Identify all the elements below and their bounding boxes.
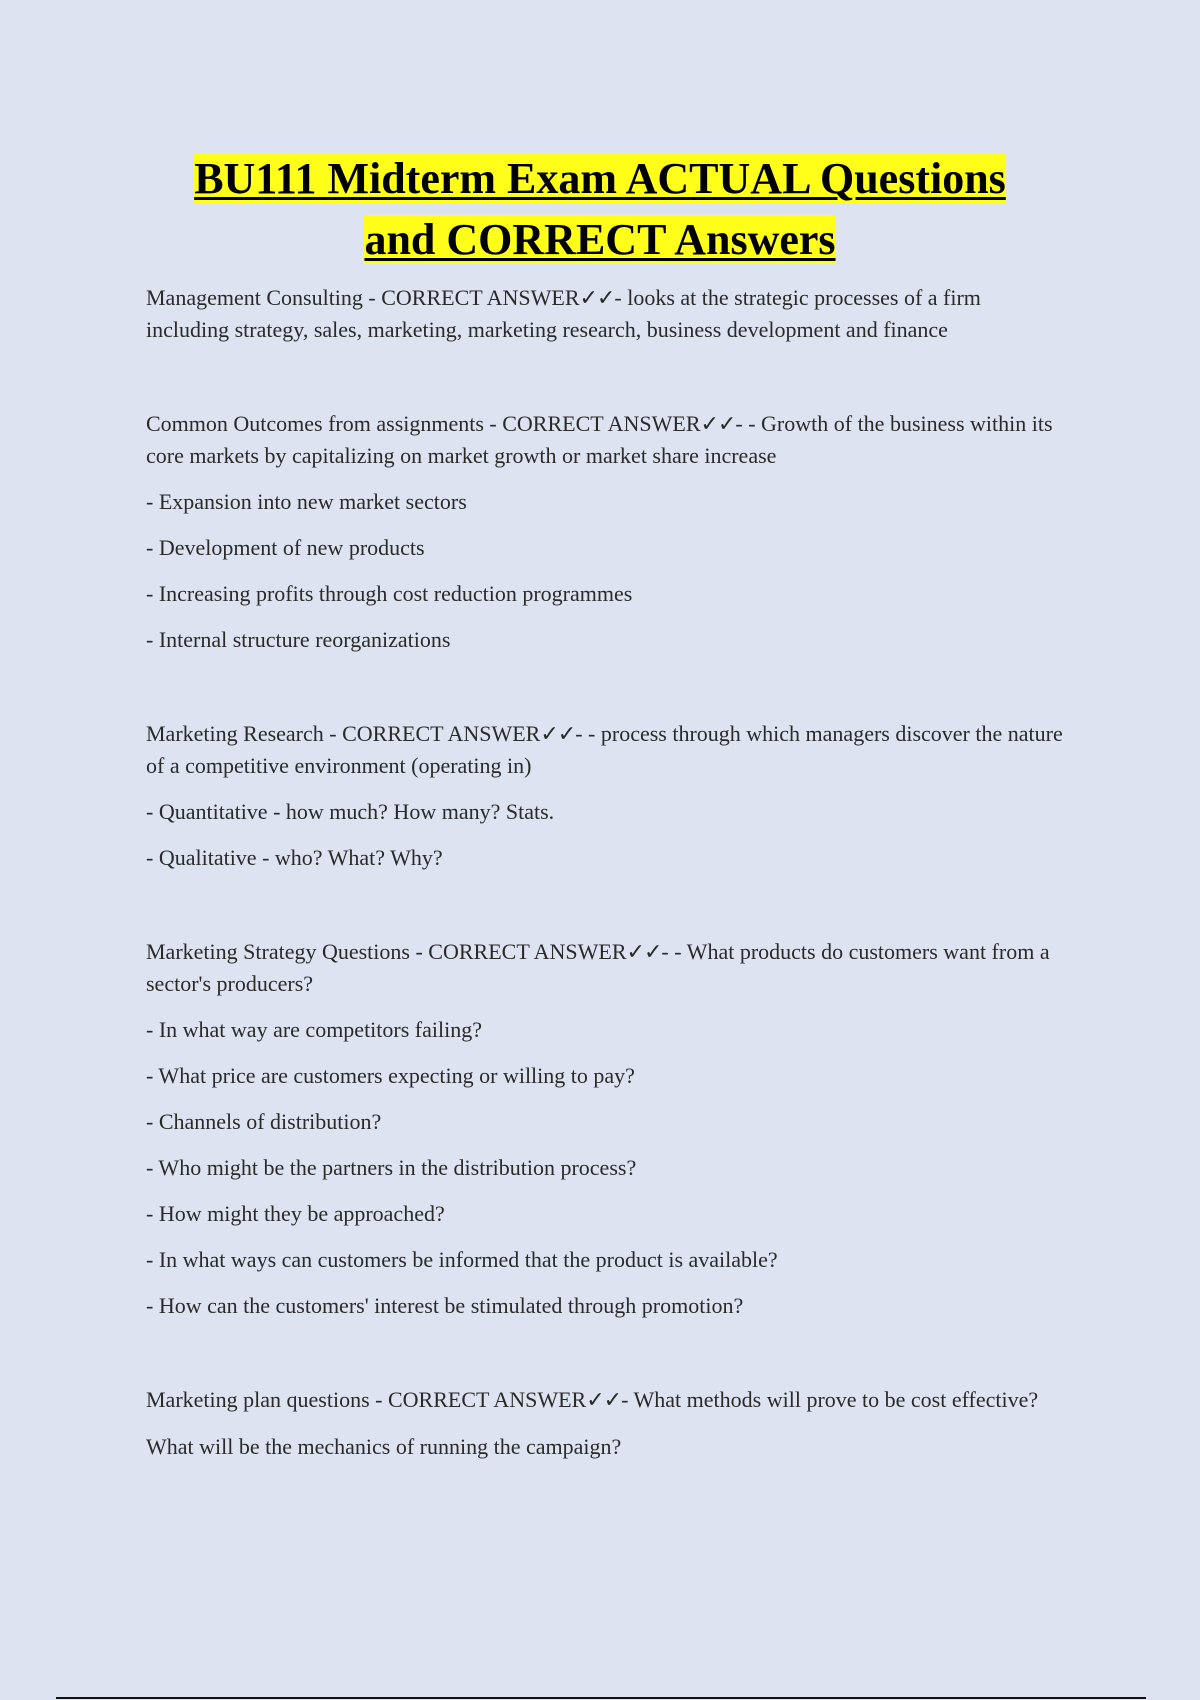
answer-label: CORRECT ANSWER <box>428 939 627 964</box>
bullet-item: - Internal structure reorganizations <box>146 627 451 652</box>
bullet-item: - What price are customers expecting or willing to pay? <box>146 1063 635 1088</box>
title-line-1: BU111 Midterm Exam ACTUAL Questions <box>194 154 1006 203</box>
bullet-item: - In what ways can customers be informed that the product is available? <box>146 1247 778 1272</box>
bullet-item: - Who might be the partners in the distribution process? <box>146 1155 637 1180</box>
answer-label: CORRECT ANSWER <box>502 411 701 436</box>
question-term: Management Consulting <box>146 285 363 310</box>
question-term: Common Outcomes from assignments <box>146 411 484 436</box>
checkmark-icon: ✓✓ <box>586 1388 622 1413</box>
bullet-item: - Development of new products <box>146 535 425 560</box>
checkmark-icon: ✓✓ <box>540 722 576 747</box>
qa-section <box>146 936 1066 1321</box>
bullet-item: - Expansion into new market sectors <box>146 489 467 514</box>
document-body <box>146 282 1066 1477</box>
question-term: Marketing Strategy Questions <box>146 939 410 964</box>
qa-paragraph: Marketing plan questions - CORRECT ANSWER✓✓- What methods will prove to be cost effective? <box>146 1387 1039 1413</box>
answer-label: CORRECT ANSWER <box>381 285 580 310</box>
bullet-item: What will be the mechanics of running the campaign? <box>146 1434 622 1459</box>
qa-section <box>146 282 1066 345</box>
bullet-item: - How can the customers' interest be stimulated through promotion? <box>146 1293 744 1318</box>
section-gap <box>146 1336 1066 1384</box>
section-gap <box>146 670 1066 718</box>
question-term: Marketing Research <box>146 721 324 746</box>
checkmark-icon: ✓✓ <box>579 286 615 311</box>
bullet-item: - Quantitative - how much? How many? Stats. <box>146 799 555 824</box>
qa-section <box>146 718 1066 873</box>
qa-paragraph: Management Consulting - CORRECT ANSWER✓✓- looks at the strategic processes of a firm including strategy, sales, marketing, marketing research, business development and finance <box>146 285 981 342</box>
qa-paragraph: Marketing Strategy Questions - CORRECT ANSWER✓✓- - What products do customers want from a sector's producers? <box>146 939 1050 996</box>
qa-section <box>146 1384 1066 1462</box>
answer-text: - What products do customers want from a sector's producers? <box>146 939 1050 996</box>
section-gap <box>146 360 1066 408</box>
document-title <box>146 148 1054 270</box>
bullet-item: - How might they be approached? <box>146 1201 445 1226</box>
page-bottom-rule <box>56 1697 1146 1699</box>
answer-text: What methods will prove to be cost effective? <box>633 1387 1039 1412</box>
answer-label: CORRECT ANSWER <box>342 721 541 746</box>
bullet-item: - In what way are competitors failing? <box>146 1017 482 1042</box>
bullet-item: - Increasing profits through cost reduction programmes <box>146 581 633 606</box>
qa-section <box>146 408 1066 655</box>
answer-text: looks at the strategic processes of a firm including strategy, sales, marketing, marketing research, business development and finance <box>146 285 981 342</box>
checkmark-icon: ✓✓ <box>626 940 662 965</box>
bullet-item: - Qualitative - who? What? Why? <box>146 845 443 870</box>
answer-label: CORRECT ANSWER <box>387 1387 587 1412</box>
section-gap <box>146 888 1066 936</box>
title-line-2: and CORRECT Answers <box>364 215 836 264</box>
question-term: Marketing plan questions <box>146 1387 370 1412</box>
checkmark-icon: ✓✓ <box>700 412 736 437</box>
answer-text: - process through which managers discover the nature of a competitive environment (operating in) <box>146 721 1063 778</box>
qa-paragraph: Common Outcomes from assignments - CORRECT ANSWER✓✓- - Growth of the business within its core markets by capitalizing on market growth or market share increase <box>146 411 1053 468</box>
qa-paragraph: Marketing Research - CORRECT ANSWER✓✓- - process through which managers discover the nature of a competitive environment (operating in) <box>146 721 1063 778</box>
answer-text: - Growth of the business within its core markets by capitalizing on market growth or market share increase <box>146 411 1053 468</box>
bullet-item: - Channels of distribution? <box>146 1109 382 1134</box>
